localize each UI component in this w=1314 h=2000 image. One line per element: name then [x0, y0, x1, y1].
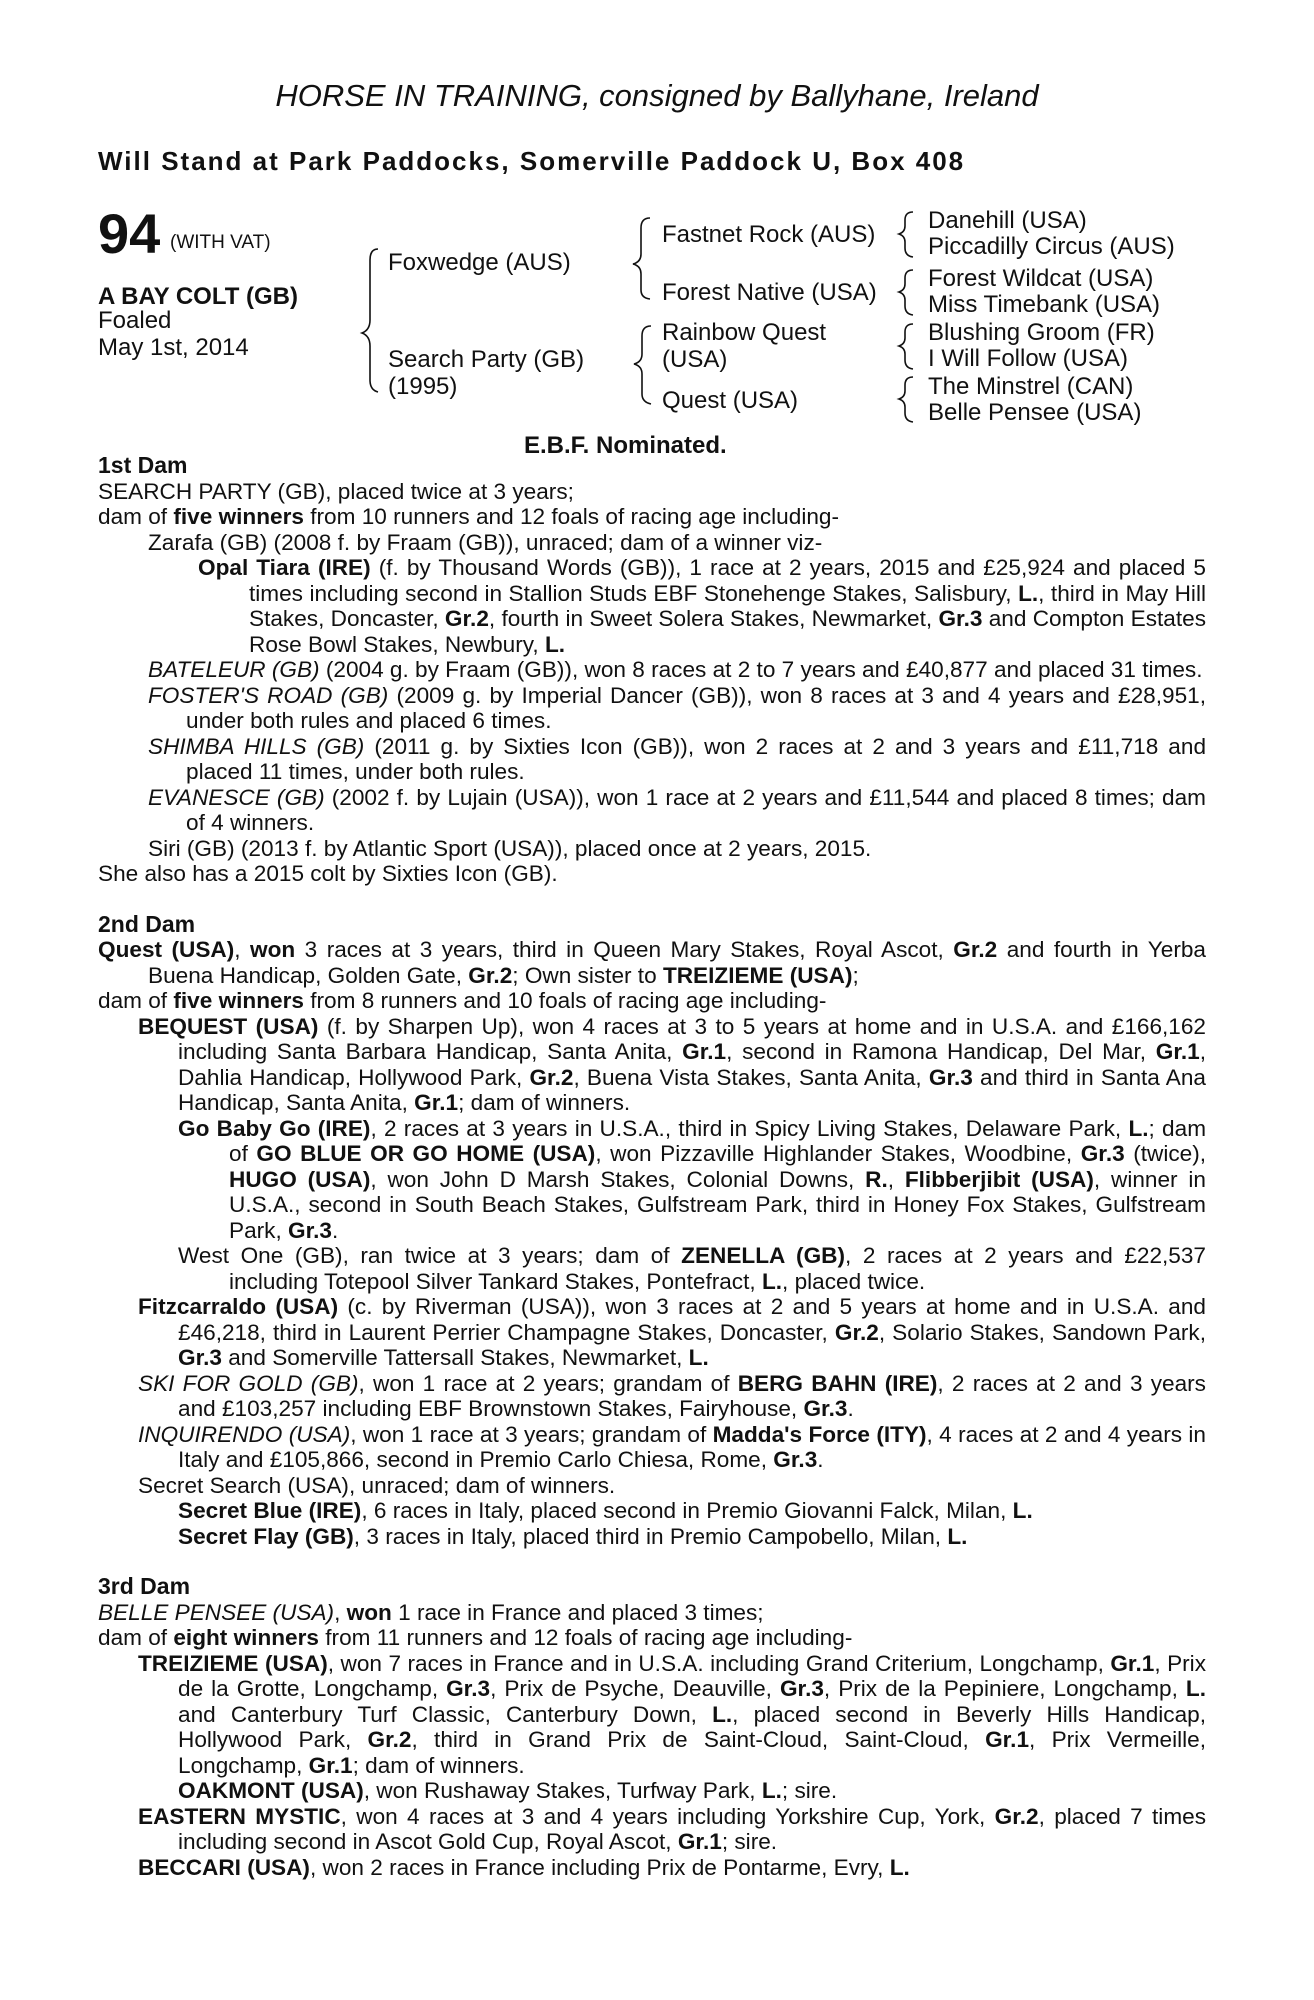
beccari-entry — [138, 1855, 1206, 1881]
belle-pensee-entry: BELLE PENSEE (USA), won 1 race in France and placed 3 times; — [98, 1599, 764, 1625]
first-dam-line-1: SEARCH PARTY (GB), placed twice at 3 years; — [98, 478, 574, 504]
bequest-gr3: Gr.3 — [928, 1064, 973, 1090]
pedigree-sire-sire: Fastnet Rock (AUS) — [662, 221, 876, 248]
eastern-mystic-entry — [138, 1804, 1206, 1855]
gobaby-text: , 2 races at 3 years in U.S.A., third in Spicy Living Stakes, Delaware Park, — [370, 1115, 1129, 1141]
westone-zen: ZENELLA (GB) — [681, 1243, 845, 1268]
ski-berg: BERG BAHN (IRE) — [737, 1370, 938, 1396]
quest-damof-pre: dam of — [98, 988, 174, 1013]
quest-entry: Quest (USA), won 3 races at 3 years, third in Queen Mary Stakes, Royal Ascot, Gr.2 and fourth in Yerba Buena Handicap, Golden Gate, Gr.2; Own sister to TREIZIEME (USA); — [98, 937, 1206, 988]
opal-tiara-name: Opal Tiara (IRE) — [198, 555, 371, 580]
east-text2: , placed 7 times including second in Ascot Gold Cup, Royal Ascot, — [178, 1803, 1207, 1854]
bequest-gr1b: Gr.1 — [1155, 1039, 1200, 1064]
bequest-gr2: Gr.2 — [529, 1064, 574, 1090]
inq-gr3: Gr.3 — [773, 1447, 818, 1472]
fitz-gr3: Gr.3 — [178, 1345, 222, 1370]
oak-text: , won Rushaway Stakes, Turfway Park, — [363, 1778, 762, 1803]
sflay-l: L. — [947, 1523, 968, 1549]
bequest-gr1a: Gr.1 — [682, 1039, 727, 1064]
quest-won: won — [250, 937, 296, 962]
gobaby-gr3b: Gr.3 — [288, 1217, 332, 1243]
foaled-date: May 1st, 2014 — [98, 334, 249, 361]
stand-location: Will Stand at Park Paddocks, Somerville Paddock U, Box 408 — [98, 146, 966, 176]
pedigree-sds: Forest Wildcat (USA) — [928, 265, 1154, 292]
ski-text3: . — [847, 1396, 854, 1421]
lot-number: 94 — [98, 202, 161, 265]
evanesce-name: EVANESCE (GB) — [148, 784, 325, 810]
treiz-text4: , Prix de la Pepiniere, Longchamp, — [823, 1676, 1186, 1701]
treiz-text5: and Canterbury Turf Classic, Canterbury Down, — [178, 1701, 713, 1727]
gobaby-flib: Flibberjibit (USA) — [904, 1166, 1094, 1192]
gobaby-name: Go Baby Go (IRE) — [178, 1115, 371, 1141]
inq-text3: . — [817, 1447, 824, 1472]
evanesce-text: (2002 f. by Lujain (USA)), won 1 race at 2 years and £11,544 and placed 8 times; dam of 4 winners. — [186, 784, 1206, 835]
belle-dam-of — [98, 1625, 1206, 1651]
sblue-text: , 6 races in Italy, placed second in Premio Giovanni Falck, Milan, — [361, 1498, 1013, 1523]
west-one-entry — [178, 1243, 1206, 1294]
inq-text2: , 4 races at 2 and 4 years in Italy and £105,866, second in Premio Carlo Chiesa, Rome, — [178, 1421, 1206, 1472]
treiz-gr1a: Gr.1 — [1110, 1650, 1155, 1676]
oak-text2: ; sire. — [781, 1778, 838, 1803]
gobaby-r: R. — [865, 1166, 888, 1192]
gobaby-text8: . — [331, 1217, 339, 1243]
belle-damof-pre: dam of — [98, 1625, 174, 1650]
becc-text: , won 2 races in France including Prix de Pontarme, Evry, — [309, 1854, 890, 1880]
belle-name: BELLE PENSEE (USA) — [98, 1599, 335, 1625]
zarafa-entry: Zarafa (GB) (2008 f. by Fraam (GB)), unraced; dam of a winner viz- — [148, 529, 823, 555]
pedigree-dam-sire-1: Rainbow Quest — [662, 319, 827, 346]
treiz-gr1c: Gr.1 — [308, 1752, 353, 1778]
westone-l: L. — [761, 1268, 783, 1294]
east-text3: ; sire. — [721, 1829, 778, 1854]
gobaby-text6: , — [887, 1166, 905, 1192]
vat-note: (WITH VAT) — [170, 232, 271, 253]
bequest-text: (f. by Sharpen Up), won 4 races at 3 to 5 years at home and in U.S.A. and £166,162 including Santa Barbara Handicap, Santa Anita, — [178, 1013, 1206, 1064]
inq-madda: Madda's Force (ITY) — [712, 1421, 927, 1447]
oakmont-entry — [178, 1778, 1206, 1804]
treiz-l2: L. — [712, 1701, 733, 1727]
pedigree-sss: Danehill (USA) — [928, 207, 1087, 234]
treiz-gr3b: Gr.3 — [779, 1676, 824, 1701]
bequest-text3: , Dahlia Handicap, Hollywood Park, — [178, 1039, 1207, 1090]
first-dam-heading: 1st Dam — [98, 452, 188, 478]
east-name: EASTERN MYSTIC — [138, 1803, 341, 1829]
inquirendo-entry — [138, 1422, 1206, 1473]
treiz-text9: ; dam of winners. — [352, 1752, 525, 1778]
opal-l2: L. — [544, 631, 566, 657]
fitz-l: L. — [688, 1345, 709, 1370]
becc-name: BECCARI (USA) — [138, 1854, 310, 1880]
first-dam-line-2-part: five winners — [173, 504, 304, 529]
treiz-gr2: Gr.2 — [367, 1727, 412, 1752]
ski-for-gold-entry — [138, 1371, 1206, 1422]
treiz-name: TREIZIEME (USA) — [138, 1650, 328, 1676]
treiz-gr1b: Gr.1 — [985, 1727, 1030, 1752]
fitz-name: Fitzcarraldo (USA) — [138, 1294, 339, 1319]
third-dam-heading: 3rd Dam — [98, 1573, 191, 1599]
gobaby-text5: , won John D Marsh Stakes, Colonial Downs, — [370, 1166, 866, 1192]
shimba-name: SHIMBA HILLS (GB) — [148, 733, 365, 759]
ski-gr3: Gr.3 — [803, 1396, 848, 1421]
treiz-text7: , third in Grand Prix de Saint-Cloud, Saint-Cloud, — [411, 1727, 986, 1752]
sblue-l: L. — [1012, 1498, 1033, 1523]
gobaby-text7: , winner in U.S.A., second in South Beach Stakes, Gulfstream Park, third in Honey Fox Stakes, Gulfstream Park, — [229, 1166, 1206, 1243]
pedigree-ssd: Piccadilly Circus (AUS) — [928, 233, 1175, 260]
treiz-text3: , Prix de Psyche, Deauville, — [490, 1676, 780, 1701]
ebf-nominated: E.B.F. Nominated. — [524, 432, 727, 459]
foster-text: (2009 g. by Imperial Dancer (GB)), won 8 races at 3 and 4 years and £28,951, under both rules and placed 6 times. — [186, 682, 1206, 733]
pedigree-dss: Blushing Groom (FR) — [928, 319, 1155, 346]
quest-name: Quest (USA) — [98, 937, 235, 962]
fitz-text: (c. by Riverman (USA)), won 3 races at 2 and 5 years at home and in U.S.A. and £46,218, third in Laurent Perrier Champagne Stakes, Doncaster, — [178, 1294, 1206, 1345]
opal-gr2: Gr.2 — [444, 606, 489, 631]
first-dam-line-2 — [98, 504, 1206, 530]
belle-won: won — [346, 1599, 392, 1625]
quest-damof-post: from 8 runners and 10 foals of racing age including- — [303, 988, 827, 1013]
quest-gr2b: Gr.2 — [468, 962, 513, 988]
oak-name: OAKMONT (USA) — [178, 1778, 364, 1803]
bequest-entry — [138, 1014, 1206, 1116]
gobaby-gr3: Gr.3 — [1080, 1141, 1125, 1166]
pedigree-sire-dam: Forest Native (USA) — [662, 279, 877, 306]
gobaby-hugo: HUGO (USA) — [229, 1166, 371, 1192]
consignor-title: HORSE IN TRAINING, consigned by Ballyhane, Ireland — [275, 78, 1039, 113]
bequest-text5: and third in Santa Ana Handicap, Santa Anita, — [178, 1064, 1206, 1115]
foster-name: FOSTER'S ROAD (GB) — [148, 682, 389, 708]
fitz-text3: and Somerville Tattersall Stakes, Newmarket, — [221, 1345, 689, 1370]
also-has-note: She also has a 2015 colt by Sixties Icon (GB). — [98, 861, 558, 886]
pedigree-sdd: Miss Timebank (USA) — [928, 291, 1161, 318]
go-baby-go-entry — [178, 1116, 1206, 1244]
bequest-text6: ; dam of winners. — [458, 1090, 631, 1115]
bequest-text2: , second in Ramona Handicap, Del Mar, — [726, 1039, 1156, 1064]
gobaby-text2: ; dam of — [229, 1115, 1207, 1166]
treiz-gr3a: Gr.3 — [446, 1676, 491, 1701]
oak-l: L. — [761, 1778, 782, 1803]
belle-text: 1 race in France and placed 3 times; — [391, 1599, 764, 1625]
evanesce-entry — [148, 785, 1206, 836]
secret-search-entry: Secret Search (USA), unraced; dam of winners. — [138, 1472, 616, 1498]
quest-text: 3 races at 3 years, third in Queen Mary Stakes, Royal Ascot, — [295, 937, 954, 962]
east-gr1: Gr.1 — [677, 1829, 722, 1854]
secret-blue-entry — [178, 1498, 1206, 1524]
inq-text: , won 1 race at 3 years; grandam of — [350, 1421, 713, 1447]
treiz-text6: , placed second in Beverly Hills Handicap, Hollywood Park, — [178, 1701, 1206, 1752]
pedigree-dam-year: (1995) — [388, 373, 458, 400]
horse-description: A BAY COLT (GB) — [98, 283, 299, 310]
pedigree-dam-sire-2: (USA) — [662, 346, 728, 373]
gobaby-text3: , won Pizzaville Highlander Stakes, Woodbine, — [595, 1141, 1081, 1166]
secret-flay-entry — [178, 1524, 1206, 1550]
shimba-text: (2011 g. by Sixties Icon (GB)), won 2 races at 2 and 3 years and £11,718 and placed 11 times, under both rules. — [186, 733, 1207, 784]
gobaby-gbogh: GO BLUE OR GO HOME (USA) — [256, 1141, 596, 1166]
quest-damof-bold: five winners — [173, 988, 304, 1013]
belle-damof-bold: eight winners — [173, 1625, 319, 1650]
first-dam-line-2-part: from 10 runners and 12 foals of racing age including- — [303, 504, 839, 529]
opal-text: (f. by Thousand Words (GB)), 1 race at 2 years, 2015 and £25,924 and placed 5 times including second in Stallion Studs EBF Stonehenge Stakes, Salisbury, — [249, 555, 1206, 606]
treiz-text: , won 7 races in France and in U.S.A. including Grand Criterium, Longchamp, — [327, 1650, 1111, 1676]
quest-dam-of — [98, 988, 1206, 1014]
bequest-name: BEQUEST (USA) — [138, 1013, 319, 1039]
first-dam-line-2-part: dam of — [98, 504, 174, 529]
opal-text3: , fourth in Sweet Solera Stakes, Newmarket, — [488, 606, 939, 631]
opal-gr3: Gr.3 — [938, 606, 983, 631]
treizieme-entry — [138, 1651, 1206, 1779]
opal-text2: , third in May Hill Stakes, Doncaster, — [249, 580, 1206, 631]
bateleur-name: BATELEUR (GB) — [148, 657, 320, 682]
ski-text2: , 2 races at 2 and 3 years and £103,257 including EBF Brownstown Stakes, Fairyhouse, — [178, 1370, 1206, 1421]
pedigree-dsd: I Will Follow (USA) — [928, 345, 1129, 372]
treiz-text8: , Prix Vermeille, Longchamp, — [178, 1727, 1206, 1778]
westone-text2: , 2 races at 2 years and £22,537 including Totepool Silver Tankard Stakes, Pontefract, — [229, 1243, 1207, 1294]
gobaby-l: L. — [1128, 1115, 1149, 1141]
bequest-text4: , Buena Vista Stakes, Santa Anita, — [573, 1064, 929, 1090]
treiz-text2: , Prix de la Grotte, Longchamp, — [178, 1650, 1206, 1701]
quest-text3: ; Own sister to — [512, 962, 663, 988]
pedigree-dam-name: Search Party (GB) — [388, 346, 585, 373]
opal-l1: L. — [1018, 580, 1039, 606]
pedigree-dds: The Minstrel (CAN) — [928, 373, 1134, 400]
fitz-text2: , Solario Stakes, Sandown Park, — [878, 1319, 1207, 1345]
shimba-hills-entry — [148, 734, 1206, 785]
quest-text2: and fourth in Yerba Buena Handicap, Golden Gate, — [148, 937, 1206, 988]
becc-l: L. — [889, 1854, 910, 1880]
fitzcarraldo-entry — [138, 1294, 1206, 1371]
sflay-name: Secret Flay (GB) — [178, 1523, 354, 1549]
quest-sister: TREIZIEME (USA) — [662, 962, 853, 988]
ski-name: SKI FOR GOLD (GB) — [138, 1370, 359, 1396]
east-gr2: Gr.2 — [994, 1803, 1039, 1829]
second-dam-heading: 2nd Dam — [98, 910, 196, 937]
foaled-label: Foaled — [98, 307, 172, 334]
bequest-gr1c: Gr.1 — [414, 1090, 459, 1115]
sflay-text: , 3 races in Italy, placed third in Premio Campobello, Milan, — [353, 1523, 948, 1549]
pedigree-sire: Foxwedge (AUS) — [388, 249, 571, 276]
opal-text4: and Compton Estates Rose Bowl Stakes, Newbury, — [249, 606, 1206, 657]
fosters-road-entry — [148, 683, 1206, 734]
treiz-l1: L. — [1185, 1676, 1206, 1701]
bateleur-entry — [148, 657, 1206, 683]
east-text: , won 4 races at 3 and 4 years including Yorkshire Cup, York, — [340, 1803, 995, 1829]
pedigree-ddd: Belle Pensee (USA) — [928, 399, 1142, 426]
inq-name: INQUIRENDO (USA) — [138, 1421, 351, 1447]
bateleur-text: (2004 g. by Fraam (GB)), won 8 races at 2 to 7 years and £40,877 and placed 31 times. — [319, 657, 1203, 682]
westone-text3: , placed twice. — [782, 1268, 926, 1294]
catalogue-body — [98, 453, 1206, 1880]
quest-gr2a: Gr.2 — [953, 937, 998, 962]
opal-tiara-entry — [198, 555, 1206, 657]
fitz-gr2: Gr.2 — [834, 1319, 879, 1345]
ski-text: , won 1 race at 2 years; grandam of — [358, 1370, 738, 1396]
siri-entry: Siri (GB) (2013 f. by Atlantic Sport (USA)), placed once at 2 years, 2015. — [148, 835, 872, 861]
sblue-name: Secret Blue (IRE) — [178, 1498, 362, 1523]
westone-text: West One (GB), ran twice at 3 years; dam of — [178, 1243, 682, 1268]
pedigree-dam-dam: Quest (USA) — [662, 387, 799, 414]
belle-damof-post: from 11 runners and 12 foals of racing age including- — [318, 1625, 853, 1650]
gobaby-text4: (twice), — [1124, 1141, 1207, 1166]
